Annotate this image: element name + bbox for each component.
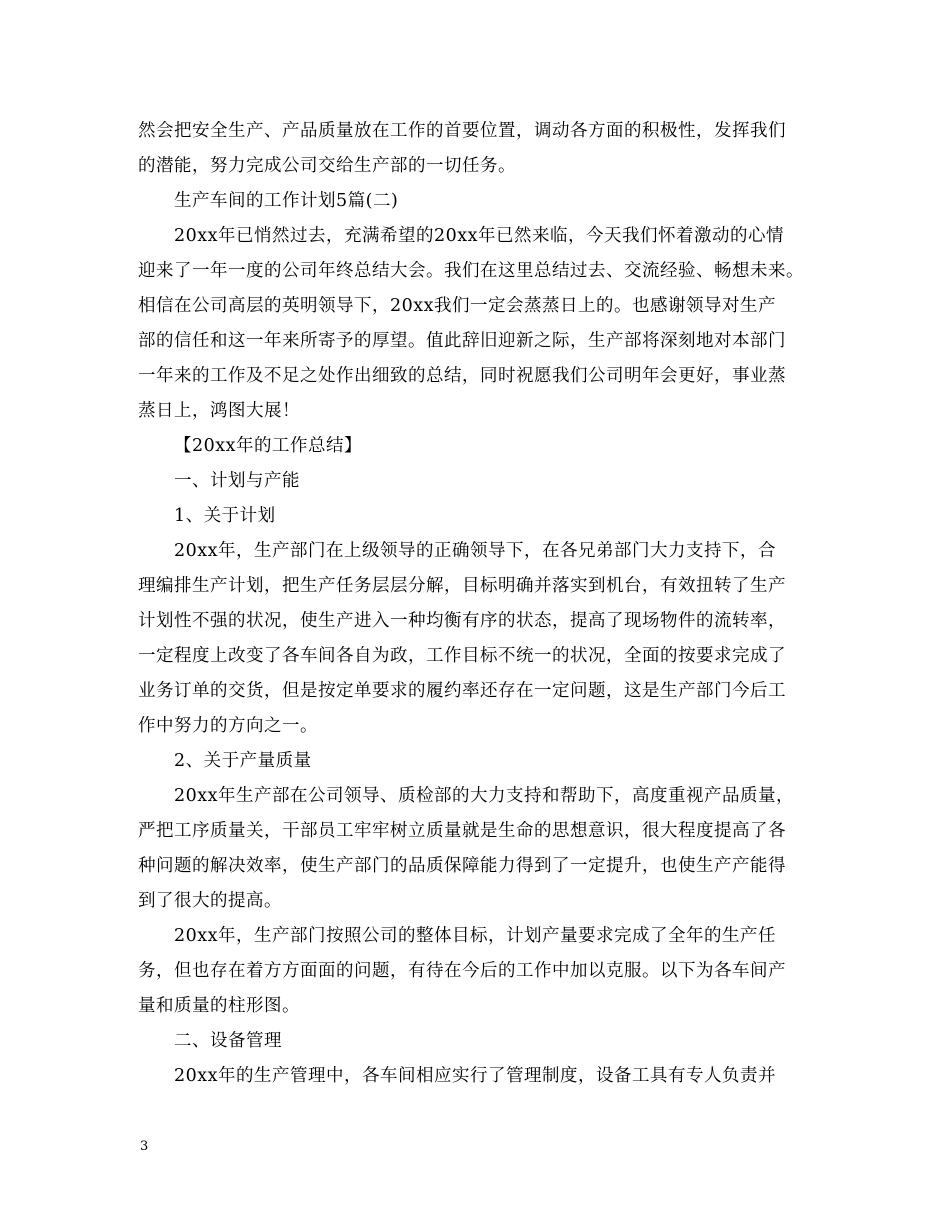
- text-line: 部的信任和这一年来所寄予的厚望。值此辞旧迎新之际，生产部将深刻地对本部门: [138, 331, 786, 351]
- text-line: 然会把安全生产、产品质量放在工作的首要位置，调动各方面的积极性，发挥我们: [138, 121, 786, 141]
- text-line: 生产车间的工作计划5篇(二): [174, 191, 399, 211]
- text-line: 计划性不强的状况，使生产进入一种均衡有序的状态，提高了现场物件的流转率，: [138, 611, 786, 631]
- text-line: 20xx年，生产部门按照公司的整体目标，计划产量要求完成了全年的生产任: [174, 926, 777, 946]
- text-line: 二、设备管理: [174, 1031, 282, 1051]
- text-line: 种问题的解决效率，使生产部门的品质保障能力得到了一定提升，也使生产产能得: [138, 856, 786, 876]
- text-line: 相信在公司高层的英明领导下，20xx我们一定会蒸蒸日上的。也感谢领导对生产: [138, 296, 777, 316]
- text-line: 一定程度上改变了各车间各自为政，工作目标不统一的状况，全面的按要求完成了: [138, 646, 786, 666]
- document-body: [138, 114, 818, 1094]
- text-line: 一、计划与产能: [174, 471, 300, 491]
- text-line: 作中努力的方向之一。: [138, 716, 318, 736]
- text-line: 20xx年已悄然过去，充满希望的20xx年已然来临，今天我们怀着激动的心情: [174, 226, 785, 246]
- text-line: 20xx年生产部在公司领导、质检部的大力支持和帮助下，高度重视产品质量，: [174, 786, 795, 806]
- text-line: 1、关于计划: [174, 506, 276, 526]
- text-line: 理编排生产计划，把生产任务层层分解，目标明确并落实到机台，有效扭转了生产: [138, 576, 786, 596]
- text-line: 蒸日上，鸿图大展！: [138, 401, 300, 421]
- text-line: 一年来的工作及不足之处作出细致的总结，同时祝愿我们公司明年会更好，事业蒸: [138, 366, 786, 386]
- text-line: 严把工序质量关，干部员工牢牢树立质量就是生命的思想意识，很大程度提高了各: [138, 821, 786, 841]
- text-line: 业务订单的交货，但是按定单要求的履约率还存在一定问题，这是生产部门今后工: [138, 681, 786, 701]
- text-line: 到了很大的提高。: [138, 891, 282, 911]
- text-line: 的潜能，努力完成公司交给生产部的一切任务。: [138, 156, 516, 176]
- text-line: 20xx年的生产管理中，各车间相应实行了管理制度，设备工具有专人负责并: [174, 1066, 777, 1086]
- page-number: 3: [140, 1139, 149, 1154]
- text-line: 量和质量的柱形图。: [138, 996, 300, 1016]
- text-line: 【20xx年的工作总结】: [174, 436, 363, 456]
- text-line: 20xx年，生产部门在上级领导的正确领导下，在各兄弟部门大力支持下，合: [174, 541, 777, 561]
- text-line: 迎来了一年一度的公司年终总结大会。我们在这里总结过去、交流经验、畅想未来。: [138, 261, 804, 281]
- text-line: 务，但也存在着方方面面的问题，有待在今后的工作中加以克服。以下为各车间产: [138, 961, 786, 981]
- text-line: 2、关于产量质量: [174, 751, 312, 771]
